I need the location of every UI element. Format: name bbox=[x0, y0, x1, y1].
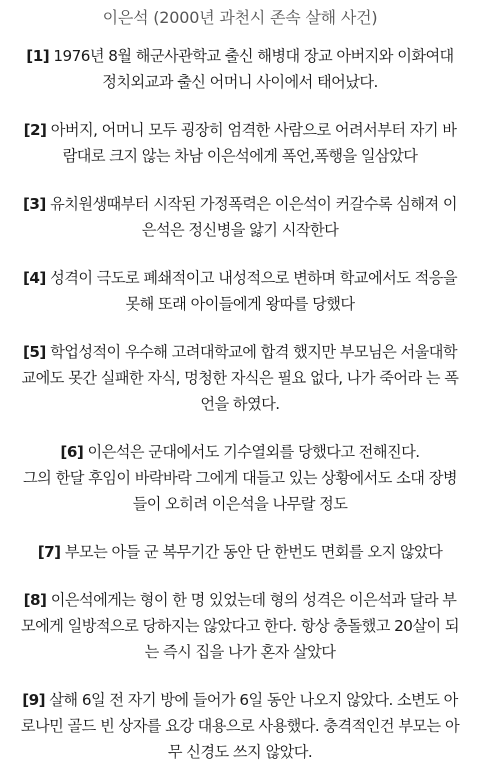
paragraph-line bbox=[12, 539, 468, 565]
paragraph-text: 그의 한달 후임이 바락바락 그에게 대들고 있는 상황에서도 소대 장병 bbox=[23, 469, 457, 487]
paragraph-text: 모에게 일방적으로 당하지는 않았다고 한다. 항상 충돌했고 20살이 되 bbox=[21, 617, 459, 635]
paragraph-text: 언을 하였다. bbox=[200, 395, 280, 413]
paragraph-text: 는 즉시 집을 나가 혼자 살았다 bbox=[144, 643, 336, 661]
paragraph-number: [5] bbox=[22, 343, 46, 361]
paragraph-text: 이은석은 군대에서도 기수열외를 당했다고 전해진다. bbox=[83, 443, 420, 461]
paragraph-number: [8] bbox=[23, 591, 47, 609]
paragraph-line bbox=[12, 391, 468, 417]
paragraph-line bbox=[12, 339, 468, 365]
paragraph-number: [4] bbox=[22, 269, 46, 287]
paragraph-text: 아버지, 어머니 모두 굉장히 엄격한 사람으로 어려서부터 자기 바 bbox=[46, 121, 457, 139]
paragraph-2 bbox=[12, 117, 468, 169]
paragraph-text: 무 신경도 쓰지 않았다. bbox=[167, 743, 313, 761]
paragraph-7 bbox=[12, 539, 468, 565]
paragraph-line bbox=[12, 43, 468, 69]
paragraph-line bbox=[12, 439, 468, 465]
paragraph-3 bbox=[12, 191, 468, 243]
paragraph-line bbox=[12, 265, 468, 291]
paragraph-6 bbox=[12, 439, 468, 517]
paragraph-text: 람대로 크지 않는 차남 이은석에게 폭언,폭행을 일삼았다 bbox=[62, 147, 418, 165]
paragraph-text: 살해 6일 전 자기 방에 들어가 6일 동안 나오지 않았다. 소변도 아 bbox=[45, 691, 458, 709]
paragraph-1 bbox=[12, 43, 468, 95]
paragraph-text: 학업성적이 우수해 고려대학교에 합격 했지만 부모님은 서울대학 bbox=[45, 343, 458, 361]
article-title: 이은석 (2000년 과천시 존속 살해 사건) bbox=[102, 8, 378, 27]
paragraph-text: 들이 오히려 이은석을 나무랄 정도 bbox=[132, 495, 348, 513]
paragraph-number: [2] bbox=[23, 121, 47, 139]
paragraph-line bbox=[12, 217, 468, 243]
paragraph-9 bbox=[12, 687, 468, 765]
paragraph-text: 로나민 골드 빈 상자를 요강 대용으로 사용했다. 충격적인건 부모는 아 bbox=[20, 717, 460, 735]
paragraph-text: 1976년 8월 해군사관학교 출신 해병대 장교 아버지와 이화여대 bbox=[49, 47, 454, 65]
paragraph-text: 성격이 극도로 폐쇄적이고 내성적으로 변하며 학교에서도 적응을 bbox=[45, 269, 458, 287]
paragraph-text: 이은석에게는 형이 한 명 있었는데 형의 성격은 이은석과 달라 부 bbox=[46, 591, 457, 609]
paragraph-list bbox=[12, 43, 468, 765]
paragraph-line bbox=[12, 587, 468, 613]
paragraph-number: [6] bbox=[60, 443, 84, 461]
paragraph-line bbox=[12, 465, 468, 491]
paragraph-line bbox=[12, 687, 468, 713]
paragraph-text: 못해 또래 아이들에게 왕따를 당했다 bbox=[125, 295, 355, 313]
paragraph-line bbox=[12, 491, 468, 517]
paragraph-8 bbox=[12, 587, 468, 665]
paragraph-text: 은석은 정신병을 앓기 시작한다 bbox=[141, 221, 339, 239]
paragraph-line bbox=[12, 191, 468, 217]
paragraph-number: [7] bbox=[37, 543, 61, 561]
paragraph-number: [9] bbox=[22, 691, 46, 709]
paragraph-text: 부모는 아들 군 복무기간 동안 단 한번도 면회를 오지 않았다 bbox=[60, 543, 443, 561]
paragraph-line bbox=[12, 713, 468, 739]
paragraph-text: 유치원생때부터 시작된 가정폭력은 이은석이 커갈수록 심해져 이 bbox=[45, 195, 458, 213]
paragraph-line bbox=[12, 613, 468, 639]
paragraph-text: 교에도 못간 실패한 자식, 멍청한 자식은 필요 없다, 나가 죽어라 는 폭 bbox=[21, 369, 459, 387]
paragraph-4 bbox=[12, 265, 468, 317]
paragraph-line bbox=[12, 639, 468, 665]
paragraph-text: 정치외교과 출신 어머니 사이에서 태어났다. bbox=[102, 73, 378, 91]
paragraph-line bbox=[12, 117, 468, 143]
paragraph-number: [1] bbox=[26, 47, 50, 65]
paragraph-line bbox=[12, 365, 468, 391]
paragraph-5 bbox=[12, 339, 468, 417]
paragraph-line bbox=[12, 739, 468, 765]
paragraph-line bbox=[12, 291, 468, 317]
paragraph-line bbox=[12, 143, 468, 169]
paragraph-number: [3] bbox=[22, 195, 46, 213]
paragraph-line bbox=[12, 69, 468, 95]
